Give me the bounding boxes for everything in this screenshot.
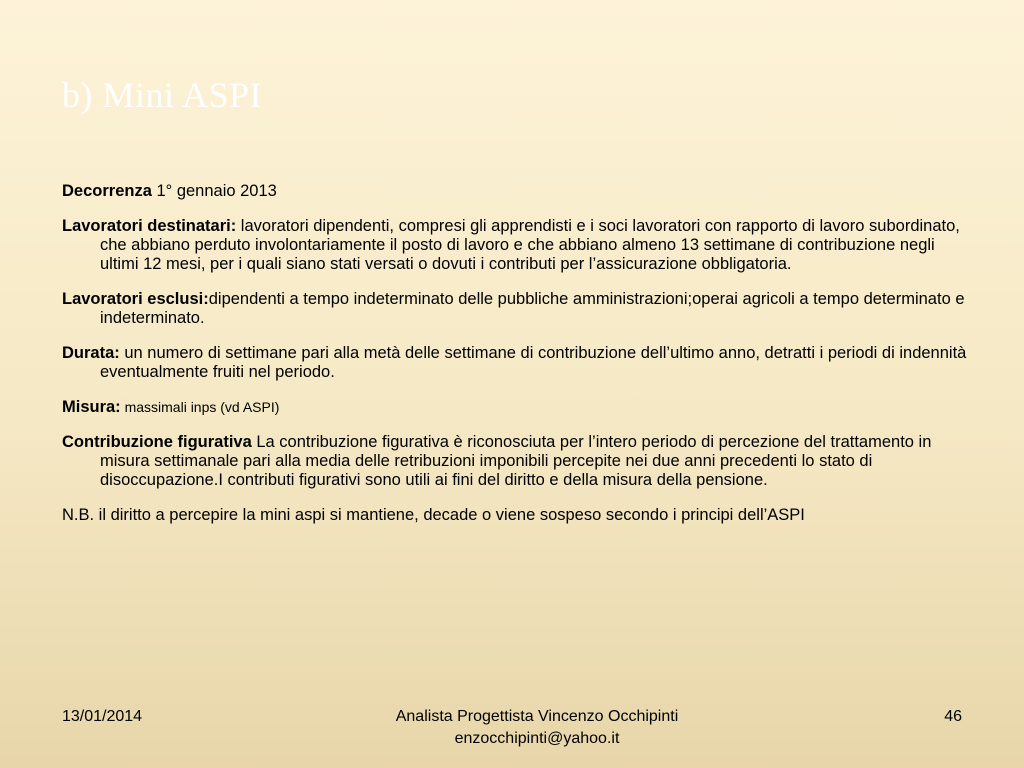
note: N.B. il diritto a percepire la mini aspi si mantiene, decade o viene sospeso secondo i principi dell’ASPI bbox=[62, 506, 805, 524]
item-label: Contribuzione figurativa bbox=[62, 433, 252, 451]
item-lavoratori-destinatari bbox=[62, 217, 967, 274]
item-label: Lavoratori destinatari: bbox=[62, 217, 237, 235]
footer-date: 13/01/2014 bbox=[62, 708, 143, 725]
item-label: Decorrenza bbox=[62, 182, 152, 200]
item-label: Misura: bbox=[62, 398, 121, 416]
item-text: 1° gennaio 2013 bbox=[151, 182, 277, 200]
footer-author-block bbox=[322, 706, 752, 750]
item-durata bbox=[62, 344, 967, 382]
item-text: un numero di settimane pari alla metà delle settimane di contribuzione dell’ultimo anno, detratti i periodi di indennità eventualmente fruiti nel periodo. bbox=[100, 344, 967, 381]
slide-title: b) Mini ASPI bbox=[62, 75, 263, 115]
item-text: La contribuzione figurativa è riconosciuta per l’intero periodo di percezione del trattamento in misura settimanale pari alla media delle retribuzioni imponibili percepite nei due anni precedenti lo stato di disoccupazione.I contributi figurativi sono utili ai fini del diritto e della misura della pensione. bbox=[100, 433, 932, 489]
item-label: Lavoratori esclusi: bbox=[62, 290, 209, 308]
item-lavoratori-esclusi bbox=[62, 290, 967, 328]
slide-content bbox=[62, 182, 967, 541]
item-contribuzione-figurativa bbox=[62, 433, 967, 490]
page-number: 46 bbox=[944, 708, 962, 725]
item-text: dipendenti a tempo indeterminato delle pubbliche amministrazioni;operai agricoli a tempo determinato e indeterminato. bbox=[100, 290, 965, 327]
footer-email: enzocchipinti@yahoo.it bbox=[454, 730, 620, 747]
item-text: lavoratori dipendenti, compresi gli apprendisti e i soci lavoratori con rapporto di lavoro subordinato, che abbiano perduto involontariamente il posto di lavoro e che abbiano almeno 13 settimane di contribuzione negli ultimi 12 mesi, per i quali siano stati versati o dovuti i contributi per l’assicurazione obbligatoria. bbox=[100, 217, 960, 273]
item-label: Durata: bbox=[62, 344, 120, 362]
item-text: massimali inps (vd ASPI) bbox=[120, 399, 280, 415]
item-misura bbox=[62, 398, 967, 417]
item-decorrenza bbox=[62, 182, 967, 201]
footer-author: Analista Progettista Vincenzo Occhipinti bbox=[395, 708, 679, 725]
